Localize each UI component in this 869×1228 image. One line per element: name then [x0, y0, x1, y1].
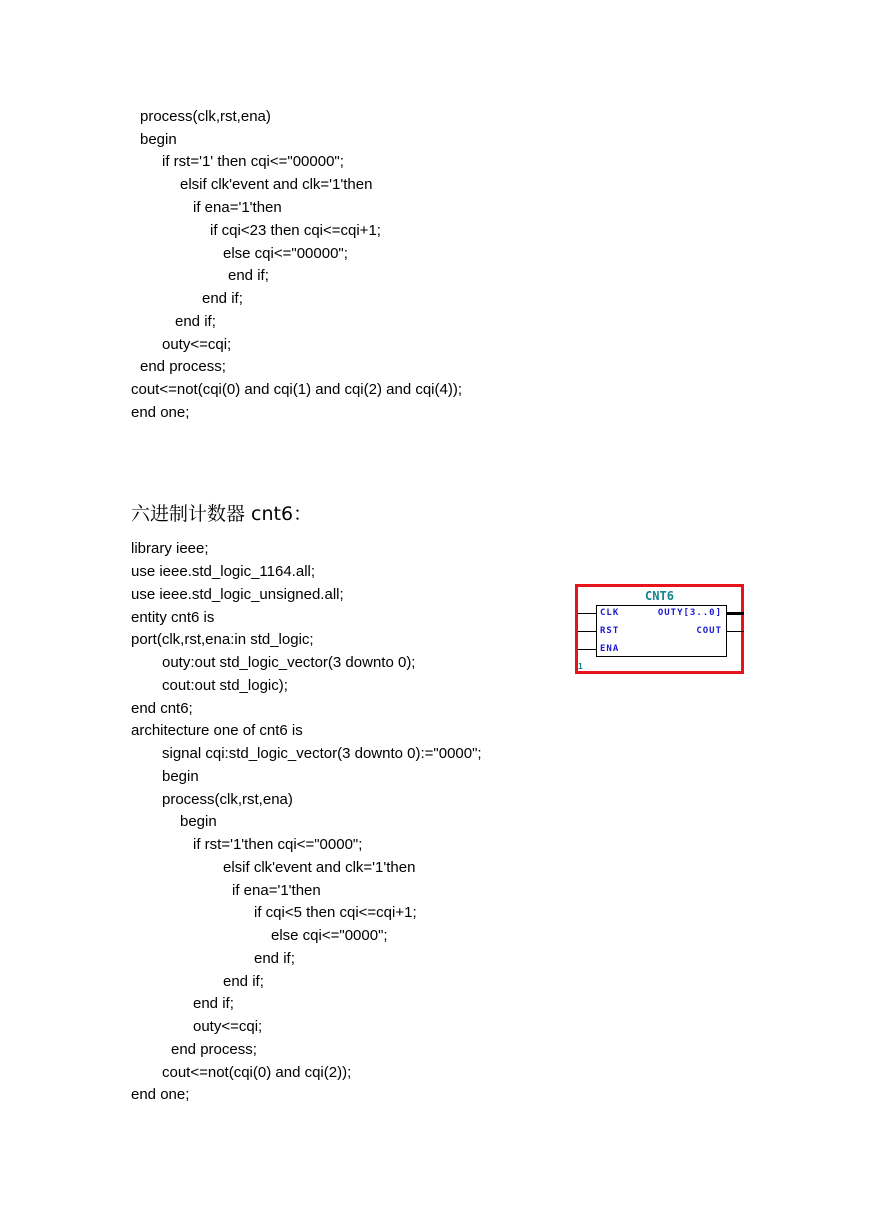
- code-line: else cqi<="00000";: [223, 245, 348, 262]
- code-line: port(clk,rst,ena:in std_logic;: [131, 631, 314, 648]
- pin-rst: RST: [600, 626, 620, 636]
- code-line: use ieee.std_logic_unsigned.all;: [131, 586, 344, 603]
- code-line: if rst='1'then cqi<="0000";: [193, 836, 363, 853]
- instance-number: 1: [578, 662, 583, 671]
- code-line: signal cqi:std_logic_vector(3 downto 0):="0000";: [162, 745, 482, 762]
- ena-wire: [578, 649, 596, 650]
- code-line: elsif clk'event and clk='1'then: [223, 859, 416, 876]
- code-line: end if;: [254, 950, 295, 967]
- code-line: library ieee;: [131, 540, 209, 557]
- code-line: end if;: [228, 267, 269, 284]
- code-line: begin: [180, 813, 217, 830]
- code-line: architecture one of cnt6 is: [131, 722, 303, 739]
- rst-wire: [578, 631, 596, 632]
- pin-outy: OUTY[3..0]: [657, 608, 722, 618]
- code-line: end process;: [140, 358, 226, 375]
- code-line: end if;: [175, 313, 216, 330]
- code-line: if cqi<23 then cqi<=cqi+1;: [210, 222, 381, 239]
- code-line: outy:out std_logic_vector(3 downto 0);: [162, 654, 416, 671]
- clk-wire: [578, 613, 596, 614]
- code-line: begin: [140, 131, 177, 148]
- code-line: end if;: [193, 995, 234, 1012]
- outy-bus: [727, 612, 744, 615]
- code-line: end if;: [223, 973, 264, 990]
- code-line: outy<=cqi;: [193, 1018, 263, 1035]
- code-line: process(clk,rst,ena): [140, 108, 271, 125]
- section-heading: 六进制计数器 cnt6：: [131, 503, 313, 525]
- pin-clk: CLK: [600, 608, 620, 618]
- pin-cout: COUT: [696, 626, 722, 636]
- code-line: end if;: [202, 290, 243, 307]
- code-line: cout:out std_logic);: [162, 677, 288, 694]
- code-line: if cqi<5 then cqi<=cqi+1;: [254, 904, 417, 921]
- code-line: use ieee.std_logic_1164.all;: [131, 563, 316, 580]
- code-line: cout<=not(cqi(0) and cqi(1) and cqi(2) and cqi(4));: [131, 381, 462, 398]
- symbol-title: CNT6: [645, 589, 674, 603]
- code-line: cout<=not(cqi(0) and cqi(2));: [162, 1064, 352, 1081]
- code-line: if ena='1'then: [232, 882, 321, 899]
- code-line: process(clk,rst,ena): [162, 791, 293, 808]
- cnt6-block-symbol: [575, 584, 744, 674]
- code-line: outy<=cqi;: [162, 336, 232, 353]
- code-line: end one;: [131, 1086, 190, 1103]
- code-line: end process;: [171, 1041, 257, 1058]
- code-line: end one;: [131, 404, 190, 421]
- pin-ena: ENA: [600, 644, 620, 654]
- code-line: if ena='1'then: [193, 199, 282, 216]
- code-line: end cnt6;: [131, 700, 193, 717]
- code-line: else cqi<="0000";: [271, 927, 388, 944]
- code-line: begin: [162, 768, 199, 785]
- code-line: if rst='1' then cqi<="00000";: [162, 153, 344, 170]
- code-line: elsif clk'event and clk='1'then: [180, 176, 373, 193]
- cout-wire: [727, 631, 744, 632]
- code-line: entity cnt6 is: [131, 609, 215, 626]
